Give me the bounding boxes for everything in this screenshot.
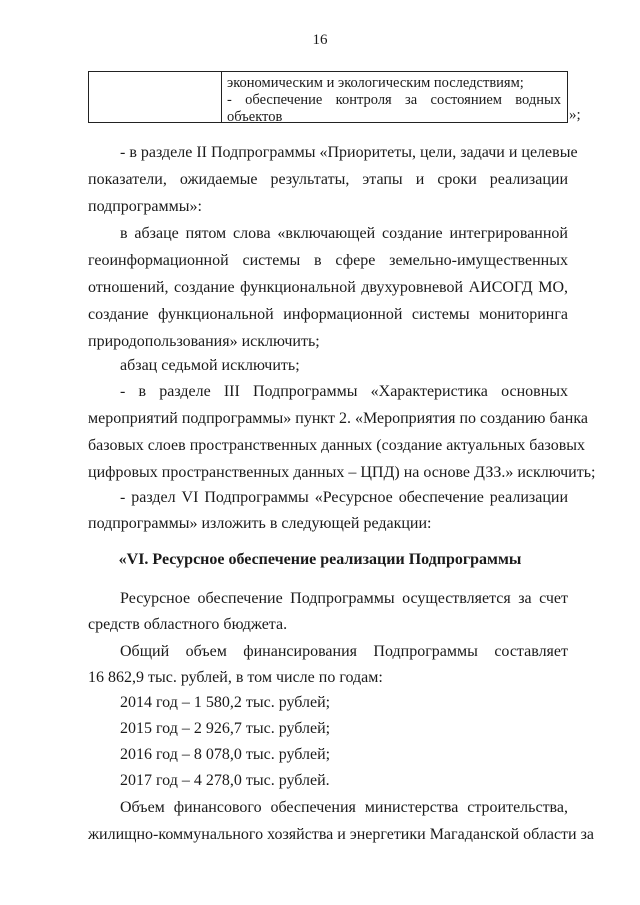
- paragraph-line: Объем финансового обеспечения министерства строительства,: [120, 799, 568, 816]
- table-cell-line: - обеспечение контроля за состоянием водных: [227, 92, 561, 108]
- section-heading: «VI. Ресурсное обеспечение реализации Подпрограммы: [118, 551, 522, 568]
- table-fragment: [88, 71, 568, 123]
- paragraph-line: подпрограммы» изложить в следующей редакции:: [88, 515, 432, 532]
- table-cell-line: объектов: [227, 109, 283, 125]
- paragraph-line: - в разделе III Подпрограммы «Характеристика основных: [120, 383, 568, 400]
- table-cell-line: экономическим и экологическим последствиям;: [227, 75, 524, 91]
- paragraph-line: Ресурсное обеспечение Подпрограммы осуществляется за счет: [120, 590, 568, 607]
- paragraph-line: отношений, создание функциональной двухуровневой АИСОГД МО,: [88, 279, 568, 296]
- paragraph-line: подпрограммы»:: [88, 198, 202, 215]
- page-number: 16: [312, 32, 328, 48]
- paragraph-line: в абзаце пятом слова «включающей создание интегрированной: [120, 225, 568, 242]
- closing-quote: »;: [569, 107, 581, 123]
- paragraph-line: геоинформационной системы в сфере земельно-имущественных: [88, 252, 568, 269]
- paragraph-line: создание функциональной информационной системы мониторинга: [88, 306, 568, 323]
- paragraph-line: средств областного бюджета.: [88, 616, 288, 633]
- paragraph-line: жилищно-коммунального хозяйства и энергетики Магаданской области за: [88, 826, 595, 843]
- paragraph-line: природопользования» исключить;: [88, 333, 320, 350]
- funding-year-line: 2017 год – 4 278,0 тыс. рублей.: [120, 772, 330, 789]
- funding-year-line: 2015 год – 2 926,7 тыс. рублей;: [120, 720, 331, 737]
- paragraph-line: - в разделе II Подпрограммы «Приоритеты, цели, задачи и целевые: [120, 144, 578, 161]
- paragraph-line: 16 862,9 тыс. рублей, в том числе по годам:: [88, 669, 383, 686]
- paragraph-line: мероприятий подпрограммы» пункт 2. «Мероприятия по созданию банка: [88, 410, 588, 427]
- funding-year-line: 2016 год – 8 078,0 тыс. рублей;: [120, 746, 331, 763]
- funding-year-line: 2014 год – 1 580,2 тыс. рублей;: [120, 694, 331, 711]
- paragraph-line: Общий объем финансирования Подпрограммы составляет: [120, 643, 568, 660]
- paragraph-line: цифровых пространственных данных – ЦПД) на основе ДЗЗ.» исключить;: [88, 464, 596, 481]
- paragraph-line: абзац седьмой исключить;: [120, 357, 300, 374]
- table-column-divider: [221, 72, 222, 122]
- paragraph-line: базовых слоев пространственных данных (создание актуальных базовых: [88, 437, 586, 454]
- paragraph-line: показатели, ожидаемые результаты, этапы и сроки реализации: [88, 171, 568, 188]
- paragraph-line: - раздел VI Подпрограммы «Ресурсное обеспечение реализации: [120, 489, 568, 506]
